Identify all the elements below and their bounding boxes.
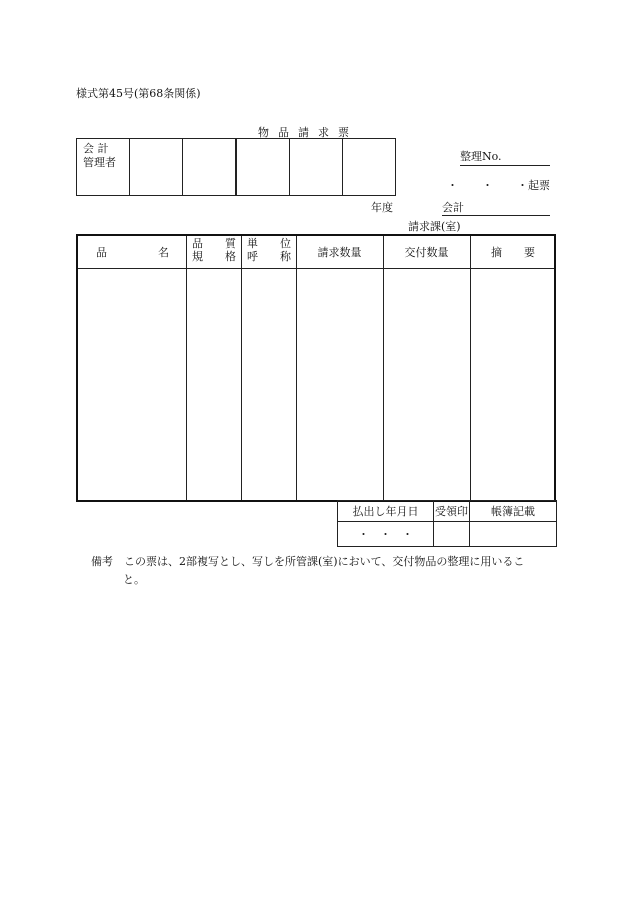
stamp-date-cell: ・ ・ ・ [338, 522, 434, 547]
kihyo-dot: ・ [447, 179, 458, 192]
stamp-seal-cell [434, 522, 470, 547]
approval-label-line1: 会 計 [83, 142, 109, 155]
approval-label-cell [77, 139, 130, 196]
kihyo-label: ・起票 [517, 179, 550, 192]
stamp-header-seal: 受領印 [434, 501, 470, 522]
stamp-ledger-cell [470, 522, 557, 547]
header-hinmei-a: 品 [96, 246, 107, 259]
remarks-line1: 備考 この票は、2部複写とし、写しを所管課(室)において、交付物品の整理に用いるこ [91, 555, 525, 568]
stamp-header-ledger: 帳簿記載 [470, 501, 557, 522]
remarks-note [91, 553, 561, 589]
stamp-header-date: 払出し年月日 [338, 501, 434, 522]
header-hinshitsu: 品 質 規 格 [192, 237, 236, 263]
approval-seal-cell [236, 139, 290, 196]
approval-seal-cell [343, 139, 396, 196]
approval-seal-cell [183, 139, 237, 196]
approval-seal-cell [130, 139, 183, 196]
item-table [76, 234, 556, 502]
kaikei-field: 会計 [442, 199, 550, 216]
form-id: 様式第45号(第68条関係) [76, 87, 201, 100]
receipt-stamp-table [337, 500, 557, 547]
remarks-line2: と。 [123, 573, 145, 586]
seiri-no-field: 整理No. [460, 148, 550, 166]
column-divider [241, 236, 242, 500]
kihyo-dot: ・ [482, 179, 493, 192]
nendo-label: 年度 [371, 201, 393, 214]
header-hinmei-b: 名 [158, 246, 169, 259]
kihyo-date-field [447, 177, 550, 193]
column-divider [186, 236, 187, 500]
header-tani: 単 位 呼 称 [247, 237, 291, 263]
form-title: 物品請求票 [258, 126, 358, 139]
header-tekiyo: 摘 要 [491, 246, 535, 259]
seikyuka-field: 請求課(室) [408, 218, 550, 235]
approval-label-line2: 管理者 [83, 156, 116, 169]
approval-seal-cell [290, 139, 343, 196]
header-seikyu: 請求数量 [317, 246, 362, 259]
approval-box [76, 138, 396, 196]
header-kofu: 交付数量 [404, 246, 449, 259]
